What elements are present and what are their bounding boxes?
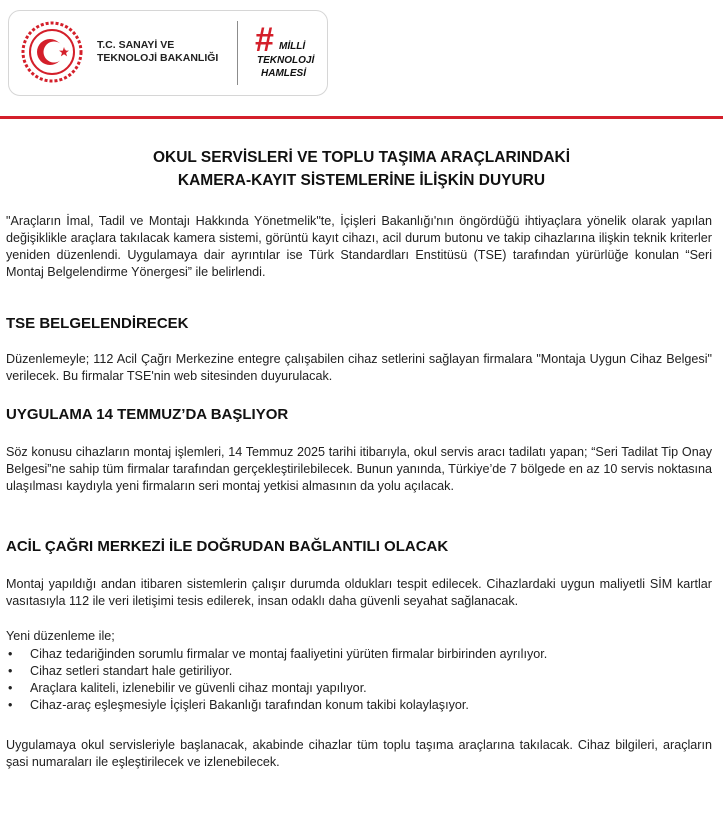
section-body-uygulama: Söz konusu cihazların montaj işlemleri, 14 Temmuz 2025 tarihi itibarıyla, okul servis aracı tadilatı yapan; “Seri Tadilat Tip Onay Belgesi”ne sahip tüm firmalar tarafından gerçekleştirilebilecek. Bunun yanında, Türkiye’de 7 bölgede en az 10 servis noktasına ulaşılması kaydıyla yeni firmaların seri montaj yetkisi almasının da yolu açılacak. [6,445,712,493]
list-item-text: Araçlara kaliteli, izlenebilir ve güvenli cihaz montajı yapılıyor. [30,681,367,695]
list-intro: Yeni düzenleme ile; [6,629,115,643]
title-line-2: KAMERA-KAYIT SİSTEMLERİNE İLİŞKİN DUYURU [177,172,546,189]
logo-box [8,10,328,96]
page-title [0,146,723,192]
closing-paragraph: Uygulamaya okul servisleriyle başlanacak, akabinde cihazlar tüm toplu taşıma araçlarına takılacak. Cihaz bilgileri, araçların şasi numaraları ile eşleştirilecek ve izlenebilecek. [6,738,712,769]
title-line-1: OKUL SERVİSLERİ VE TOPLU TAŞIMA ARAÇLARINDAKİ [152,149,571,166]
list-item-text: Cihaz tedariğinden sorumlu firmalar ve montaj faaliyetini yürüten firmalar birbirinden ayrılıyor. [30,647,548,661]
section-heading-tse: TSE BELGELENDİRECEK [6,315,189,332]
section-body-tse: Düzenlemeyle; 112 Acil Çağrı Merkezine entegre çalışabilen cihaz setlerini sağlayan firmalara "Montaja Uygun Cihaz Belgesi" verilecek. Bu firmalar TSE'nin web sitesinden duyurulacak. [6,352,712,383]
section-heading-acil: ACİL ÇAĞRI MERKEZİ İLE DOĞRUDAN BAĞLANTILI OLACAK [6,538,449,555]
list-item [6,663,712,680]
list-item-text: Cihaz setleri standart hale getiriliyor. [30,664,233,678]
list-item [6,697,712,714]
bullet-dot: • [8,698,13,712]
mt-line-2: TEKNOLOJİ [257,55,315,66]
bullet-dot: • [8,647,13,661]
logo-divider [237,21,238,85]
section-heading-uygulama: UYGULAMA 14 TEMMUZ’DA BAŞLIYOR [6,406,289,423]
list-item [6,646,712,663]
ministry-line-2: TEKNOLOJİ BAKANLIĞI [97,52,219,64]
ministry-line-1: T.C. SANAYİ VE [97,39,175,51]
hashtag-mark: # [255,21,274,59]
regulation-bullet-list [6,646,712,714]
ministry-name [97,39,227,65]
list-item-text: Cihaz-araç eşleşmesiyle İçişleri Bakanlığı tarafından konum takibi kolaylaşıyor. [30,698,469,712]
header [0,0,723,118]
list-item [6,680,712,697]
mt-line-1: MİLLİ [279,41,306,52]
header-red-rule [0,116,723,119]
bullet-dot: • [8,664,13,678]
mt-line-3: HAMLESİ [261,68,306,79]
milli-teknoloji-hamlesi-logo [253,19,323,85]
ministry-emblem-icon [21,21,83,83]
bullet-dot: • [8,681,13,695]
section-body-acil: Montaj yapıldığı andan itibaren sistemlerin çalışır durumda oldukları tespit edilecek. Cihazlardaki uygun maliyetli SİM kartlar vasıtasıyla 112 ile veri iletişimi tesis edilerek, insan odaklı daha güvenli seyahat sağlanacak. [6,577,712,608]
intro-paragraph: "Araçların İmal, Tadil ve Montajı Hakkında Yönetmelik"te, İçişleri Bakanlığı'nın öngördüğü ihtiyaçlara yönelik olarak yapılan değişiklikle araçlara takılacak kamera sistemi, görüntü kayıt cihazı, acil durum butonu ve takip cihazlarına ilişkin teknik kriterler yeniden düzenlendi. Uygulamaya dair ayrıntılar ise Türk Standardları Enstitüsü (TSE) tarafından yürürlüğe konulan “Seri Montaj Belgelendirme Yönergesi” ile belirlendi. [6,214,712,279]
